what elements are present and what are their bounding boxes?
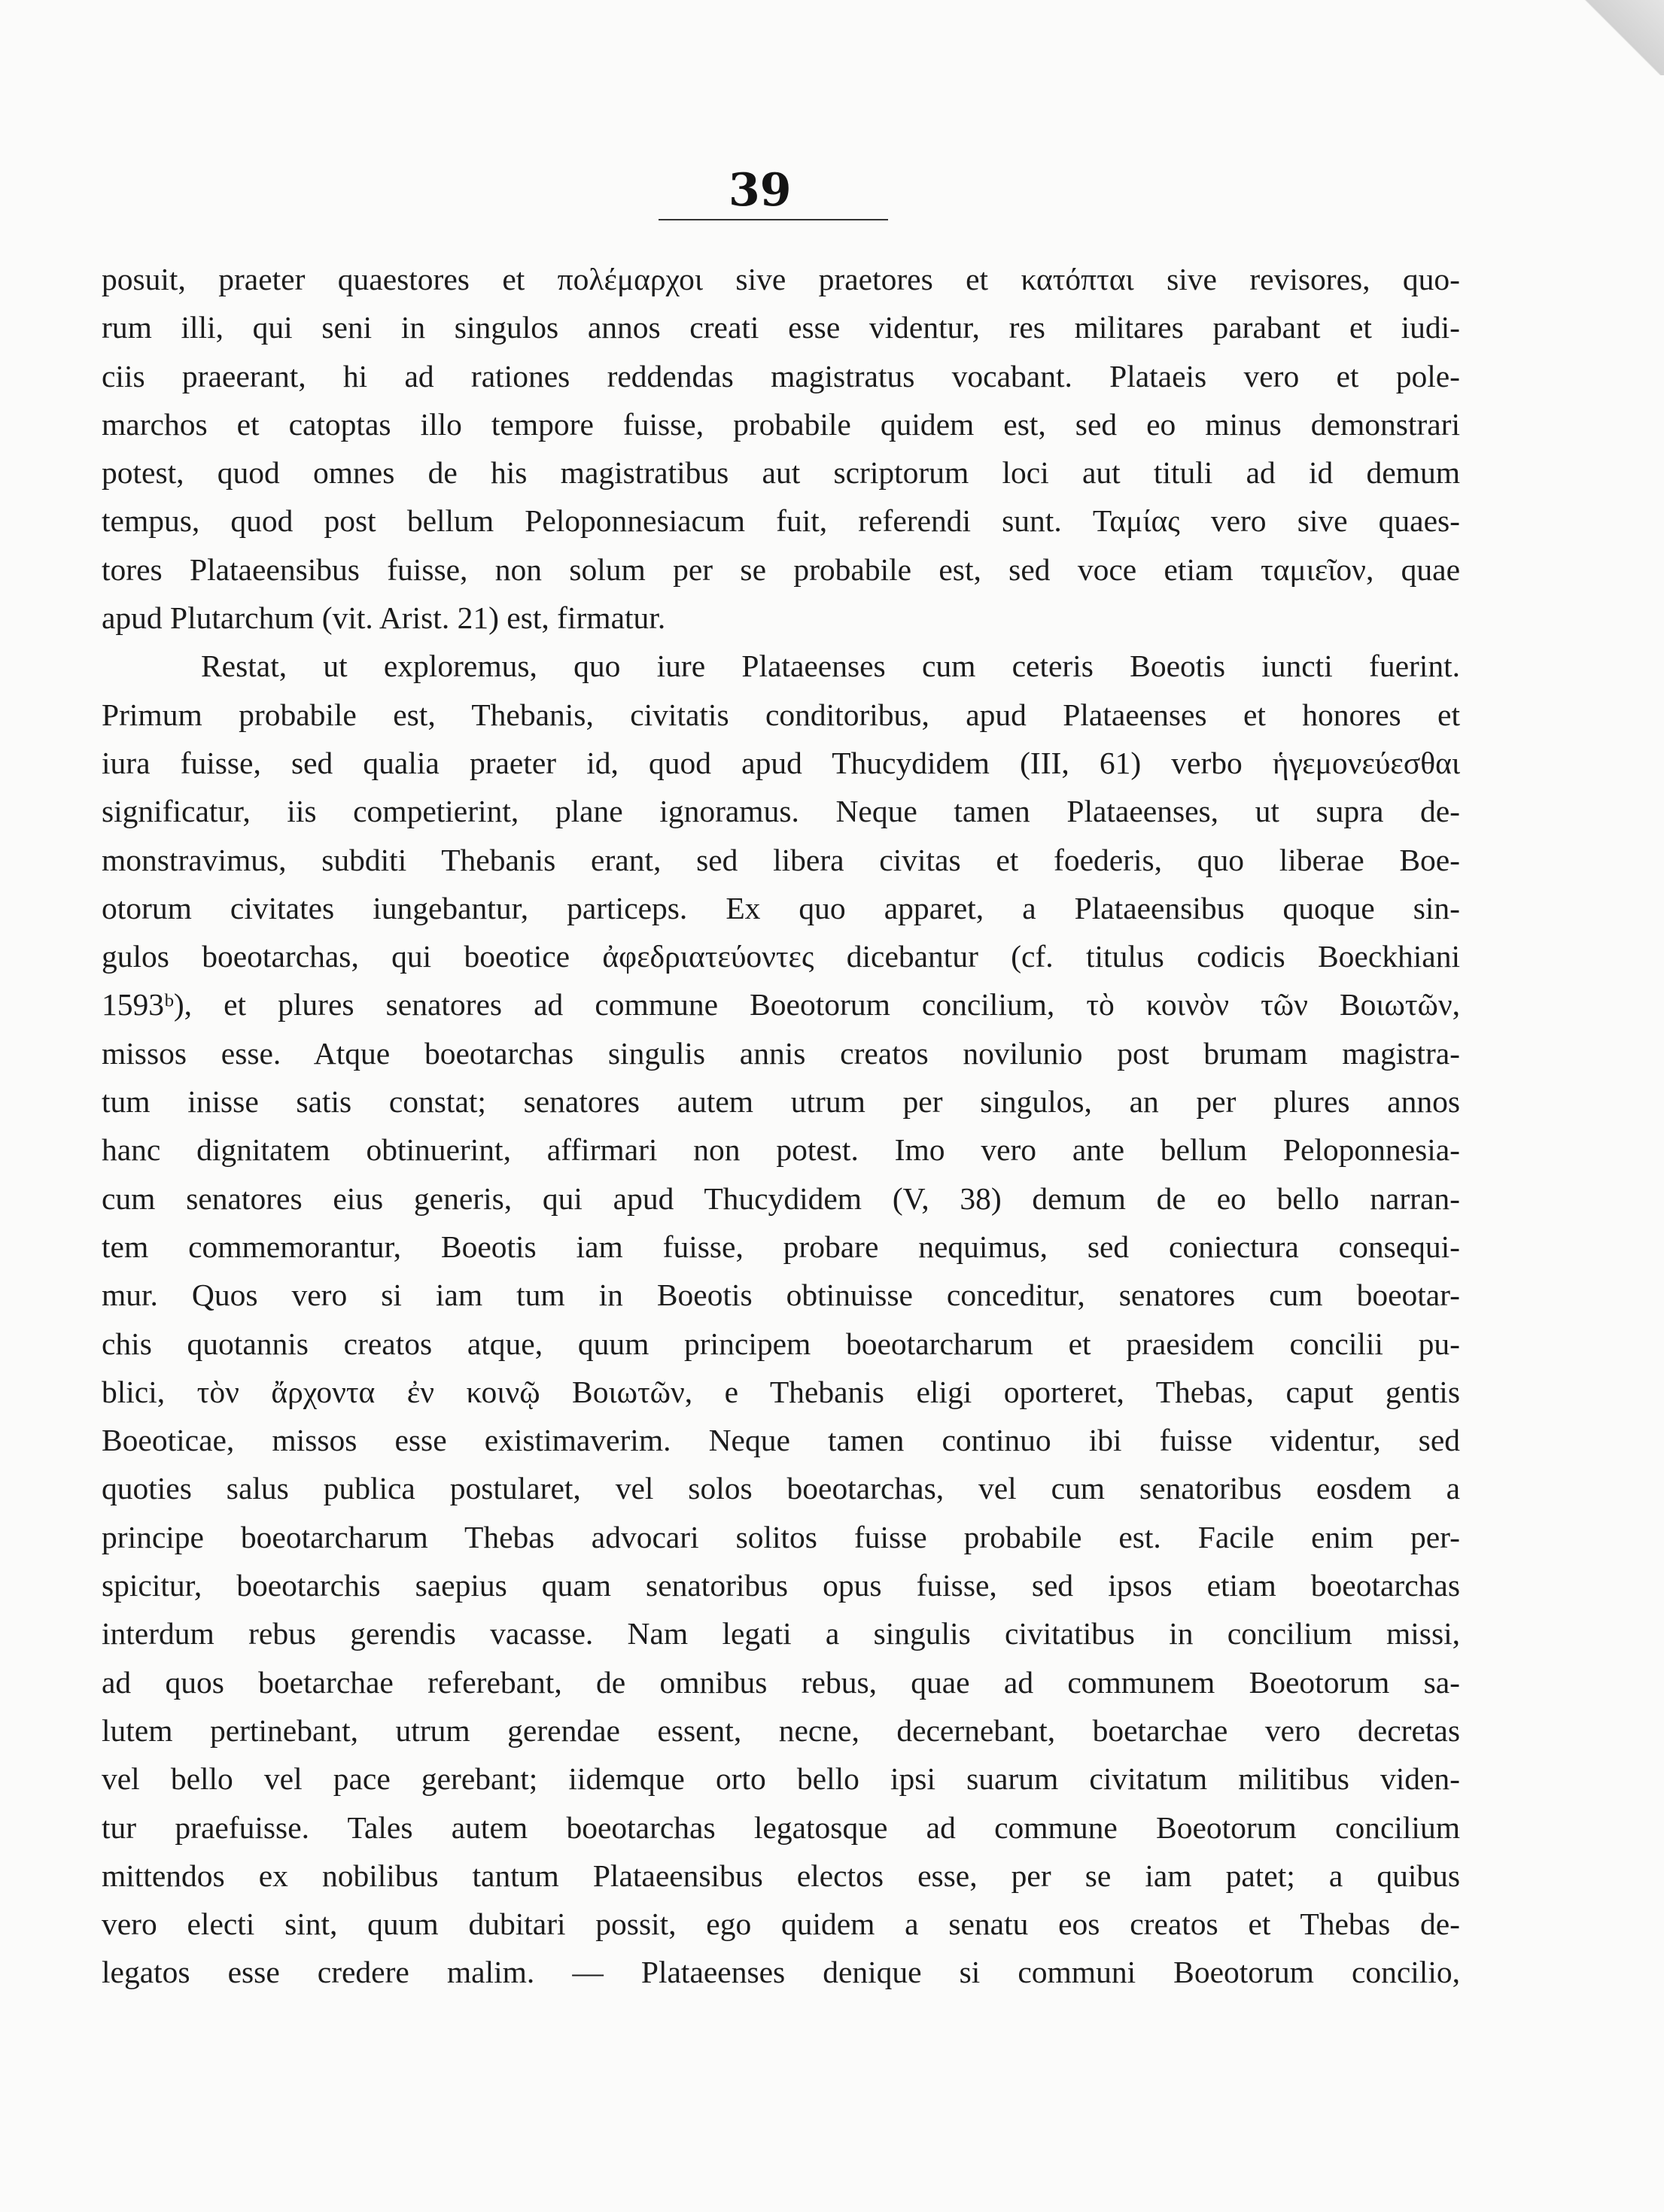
text-line: 1593ᵇ), et plures senatores ad commune Boeotorum concilium, τὸ κοινὸν τῶν Βοιωτῶν, <box>102 987 1460 1022</box>
text-line: monstravimus, subditi Thebanis erant, sed libera civitas et foederis, quo liberae Boe- <box>102 842 1460 877</box>
paragraph-start-line: Restat, ut exploremus, quo iure Plataeenses cum ceteris Boeotis iuncti fuerint. <box>201 649 1460 684</box>
text-line: mur. Quos vero si iam tum in Boeotis obtinuisse conceditur, senatores cum boeotar- <box>102 1278 1460 1313</box>
text-line: ciis praeerant, hi ad rationes reddendas magistratus vocabant. Plataeis vero et pole- <box>102 358 1460 393</box>
text-line: missos esse. Atque boeotarchas singulis annis creatos novilunio post brumam magistra- <box>102 1035 1460 1071</box>
text-line: rum illi, qui seni in singulos annos creati esse videntur, res militares parabant et iudi- <box>102 310 1460 345</box>
text-line: spicitur, boeotarchis saepius quam senatoribus opus fuisse, sed ipsos etiam boeotarchas <box>102 1568 1460 1603</box>
text-line: marchos et catoptas illo tempore fuisse, probabile quidem est, sed eo minus demonstrari <box>102 406 1460 442</box>
paragraph-end-line: apud Plutarchum (vit. Arist. 21) est, firmatur. <box>102 600 666 636</box>
text-line: otorum civitates iungebantur, particeps. Ex quo apparet, a Plataeensibus quoque sin- <box>102 890 1460 925</box>
text-line: quoties salus publica postularet, vel solos boeotarchas, vel cum senatoribus eosdem a <box>102 1471 1460 1506</box>
text-line: significatur, iis competierint, plane ignoramus. Neque tamen Plataeenses, ut supra de- <box>102 794 1460 829</box>
text-line: vero electi sint, quum dubitari possit, ego quidem a senatu eos creatos et Thebas de- <box>102 1907 1460 1942</box>
text-line: tur praefuisse. Tales autem boeotarchas legatosque ad commune Boeotorum concilium <box>102 1809 1460 1845</box>
text-line: potest, quod omnes de his magistratibus aut scriptorum loci aut tituli ad id demum <box>102 455 1460 491</box>
text-line: cum senatores eius generis, qui apud Thucydidem (V, 38) demum de eo bello narran- <box>102 1180 1460 1216</box>
text-line: blici, τὸν ἄρχοντα ἐν κοινῷ Βοιωτῶν, e Thebanis eligi oporteret, Thebas, caput gentis <box>102 1374 1460 1409</box>
body-text <box>102 255 1460 1997</box>
text-line: tores Plataeensibus fuisse, non solum per se probabile est, sed voce etiam ταμιεῖον, quae <box>102 551 1460 587</box>
page-corner-fold <box>1566 0 1664 75</box>
text-line: tum inisse satis constat; senatores autem utrum per singulos, an per plures annos <box>102 1084 1460 1120</box>
text-line: mittendos ex nobilibus tantum Plataeensibus electos esse, per se iam patet; a quibus <box>102 1858 1460 1893</box>
text-line: tempus, quod post bellum Peloponnesiacum fuit, referendi sunt. Ταμίας vero sive quaes- <box>102 503 1460 539</box>
text-line: lutem pertinebant, utrum gerendae essent, necne, decernebant, boetarchae vero decretas <box>102 1712 1460 1748</box>
text-line: Boeoticae, missos esse existimaverim. Neque tamen continuo ibi fuisse videntur, sed <box>102 1423 1460 1458</box>
text-line: gulos boeotarchas, qui boeotice ἀφεδριατεύοντες dicebantur (cf. titulus codicis Boeckhiani <box>102 939 1460 974</box>
text-line: vel bello vel pace gerebant; iidemque orto bello ipsi suarum civitatum militibus viden- <box>102 1761 1460 1797</box>
text-line: Primum probabile est, Thebanis, civitatis conditoribus, apud Plataeenses et honores et <box>102 697 1460 732</box>
page-number: 39 <box>729 164 792 217</box>
text-line: ad quos boetarchae referebant, de omnibus rebus, quae ad communem Boeotorum sa- <box>102 1664 1460 1700</box>
page-number-rule <box>659 219 888 220</box>
text-line: hanc dignitatem obtinuerint, affirmari non potest. Imo vero ante bellum Peloponnesia- <box>102 1132 1460 1168</box>
text-line: principe boeotarcharum Thebas advocari solitos fuisse probabile est. Facile enim per- <box>102 1519 1460 1554</box>
text-line: chis quotannis creatos atque, quum principem boeotarcharum et praesidem concilii pu- <box>102 1326 1460 1361</box>
text-line: iura fuisse, sed qualia praeter id, quod apud Thucydidem (III, 61) verbo ἡγεμονεύεσθαι <box>102 745 1460 780</box>
text-line: legatos esse credere malim. — Plataeenses denique si communi Boeotorum concilio, <box>102 1955 1460 1990</box>
text-line: posuit, praeter quaestores et πολέμαρχοι sive praetores et κατόπται sive revisores, quo- <box>102 262 1460 296</box>
text-line: tem commemorantur, Boeotis iam fuisse, probare nequimus, sed coniectura consequi- <box>102 1229 1460 1264</box>
text-line: interdum rebus gerendis vacasse. Nam legati a singulis civitatibus in concilium missi, <box>102 1616 1460 1651</box>
